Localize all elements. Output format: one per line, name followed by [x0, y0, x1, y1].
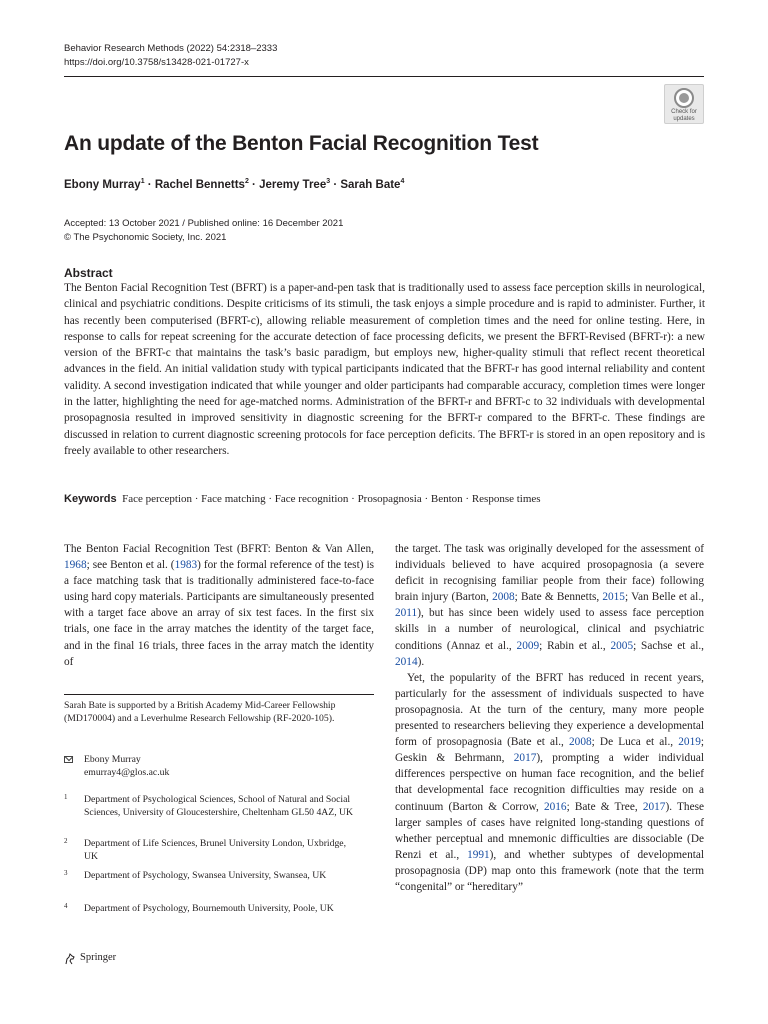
author-separator: · [330, 178, 341, 191]
author-affiliation-mark: 1 [140, 178, 145, 185]
body-left-column: The Benton Facial Recognition Test (BFRT: Benton & Van Allen, 1968; see Benton et al. (1983) for the formal reference of the test) is a face matching task that is traditionally administered face-to-face using hard copy materials. Participants are simultaneously presented with a target face above an array of six test faces. In the first six trials, one face in the array matches the identity of the target face, and in the final 16 trials, three faces in the array match the identity of [64, 543, 374, 668]
crossmark-icon [674, 88, 694, 108]
citation-link[interactable]: 2017 [513, 752, 537, 765]
journal-citation: Behavior Research Methods (2022) 54:2318–2333 [64, 43, 278, 54]
citation-link[interactable]: 2017 [642, 800, 666, 813]
envelope-icon [64, 756, 73, 763]
citation-link[interactable]: 1968 [64, 559, 87, 572]
affiliation-text: Department of Life Sciences, Brunel University London, Uxbridge, UK [84, 838, 347, 863]
abstract-heading: Abstract [64, 266, 113, 280]
article-title: An update of the Benton Facial Recognition Test [64, 132, 539, 155]
citation-link[interactable]: 2019 [678, 736, 701, 749]
citation-link[interactable]: 2011 [395, 607, 418, 620]
contact-name: Ebony Murray [84, 754, 141, 765]
citation-link[interactable]: 2009 [516, 639, 540, 652]
citation-link[interactable]: 2014 [395, 655, 418, 668]
author-affiliation-mark: 2 [244, 178, 249, 185]
keywords-label: Keywords [64, 493, 117, 505]
author-name[interactable]: Sarah Bate [340, 178, 401, 191]
author-name[interactable]: Jeremy Tree [259, 178, 327, 191]
header-divider [64, 76, 704, 77]
citation-link[interactable]: 2016 [543, 800, 567, 813]
accepted-published-dates: Accepted: 13 October 2021 / Published online: 16 December 2021 [64, 218, 344, 229]
citation-link[interactable]: 2008 [492, 591, 515, 604]
funding-note: Sarah Bate is supported by a British Academy Mid-Career Fellowship (MD170004) and a Leverhulme Research Fellowship (RF-2020-105). [64, 700, 336, 725]
copyright-notice: © The Psychonomic Society, Inc. 2021 [64, 232, 227, 243]
contact-email[interactable]: emurray4@glos.ac.uk [84, 767, 170, 779]
author-separator: · [144, 178, 155, 191]
body-paragraph: Yet, the popularity of the BFRT has reduced in recent years, particularly for the assessment of individuals suspected to have prosopagnosia. At the turn of the century, many more people presented to researchers believing they experience a developmental form of prosopagnosia (Bate et al., 2008; De Luca et al., 2019; Geskin & Behrmann, 2017), prompting a wider individual differences perspective on human face recognition, and the belief that developmental face recognition difficulties may reside on a continuum (Barton & Corrow, 2016; Bate & Tree, 2017). These larger samples of cases have reignited long-standing questions of whether perceptual and mnemonic difficulties are dissociable (De Renzi et al., 1991), and whether subtypes of developmental prosopagnosia (DP) map onto this framework (note that the term “congenital” or “hereditary” [395, 671, 705, 893]
affiliation-text: Department of Psychology, Bournemouth University, Poole, UK [84, 903, 334, 914]
publication-dates [64, 217, 343, 245]
citation-link[interactable]: 2015 [602, 591, 625, 604]
affiliation-number: 4 [64, 902, 68, 910]
keywords-line [64, 493, 704, 505]
author-separator: · [248, 178, 260, 191]
journal-header [64, 42, 277, 70]
affiliation-number: 2 [64, 837, 68, 845]
author-name[interactable]: Ebony Murray [64, 178, 141, 191]
affiliation-number: 1 [64, 793, 68, 801]
affiliation-text: Department of Psychological Sciences, School of Natural and Social Sciences, University of Gloucestershire, Cheltenham GL50 4AZ, UK [84, 794, 354, 819]
doi-link[interactable]: https://doi.org/10.3758/s13428-021-01727-x [64, 57, 249, 68]
footnote-divider [64, 694, 374, 695]
citation-link[interactable]: 2005 [610, 639, 634, 652]
springer-horse-icon [64, 953, 76, 965]
check-for-updates-badge[interactable] [664, 84, 704, 124]
author-name[interactable]: Rachel Bennetts [154, 178, 245, 191]
affiliation-text: Department of Psychology, Swansea University, Swansea, UK [84, 870, 327, 881]
author-affiliation-mark: 3 [326, 178, 331, 185]
affiliation-number: 3 [64, 869, 68, 877]
body-paragraph: the target. The task was originally developed for the assessment of individuals believed to have acquired prosopagnosia (a severe deficit in recognising familiar people from their face) following brain injury (Barton, 2008; Bate & Bennetts, 2015; Van Belle et al., 2011), but has since been widely used to assess face perception skills in a number of neurological, clinical and psychiatric conditions (Annaz et al., 2009; Rabin et al., 2005; Sachse et al., 2014). [395, 543, 705, 668]
badge-label: Check for updates [671, 109, 697, 122]
citation-link[interactable]: 2008 [569, 736, 592, 749]
body-right-column [395, 541, 704, 895]
keywords-list: Face perception · Face matching · Face recognition · Prosopagnosia · Benton · Response times [122, 493, 541, 505]
author-affiliation-mark: 4 [400, 178, 405, 185]
publisher-name: Springer [80, 952, 117, 963]
citation-link[interactable]: 1983 [174, 559, 198, 572]
abstract-body: The Benton Facial Recognition Test (BFRT) is a paper-and-pen task that is traditionally used to assess face perception skills in neurological, clinical and psychiatric conditions. Despite criticisms of its stimuli, the task enjoys a simple procedure and is rapid to administer. Further, it has recently been computerised (BFRT-c), allowing reliable measurement of completion times and the need for online testing. Here, in response to calls for repeat screening for the accurate detection of face processing deficits, we present the BFRT-Revised (BFRT-r): a new version of the BFRT-c that maintains the task’s basic paradigm, but employs new, higher-quality stimuli that reflect recent theoretical advances in the field. An initial validation study with typical participants indicated that the BFRT-r has good internal reliability and content validity. A second investigation indicated that while younger and older participants had comparable accuracy, completion times were longer in the latter, highlighting the need for age-matched norms. Administration of the BFRT-r and BFRT-c to 32 individuals with developmental prosopagnosia resulted in improved sensitivity in diagnostic screening for the BFRT-r compared to the BFRT-c. These findings are discussed in relation to current diagnostic screening protocols for face perception deficits. The BFRT-r is stored in an open repository and is freely available to other researchers. [64, 282, 705, 457]
author-list [64, 178, 404, 191]
citation-link[interactable]: 1991 [467, 848, 490, 861]
